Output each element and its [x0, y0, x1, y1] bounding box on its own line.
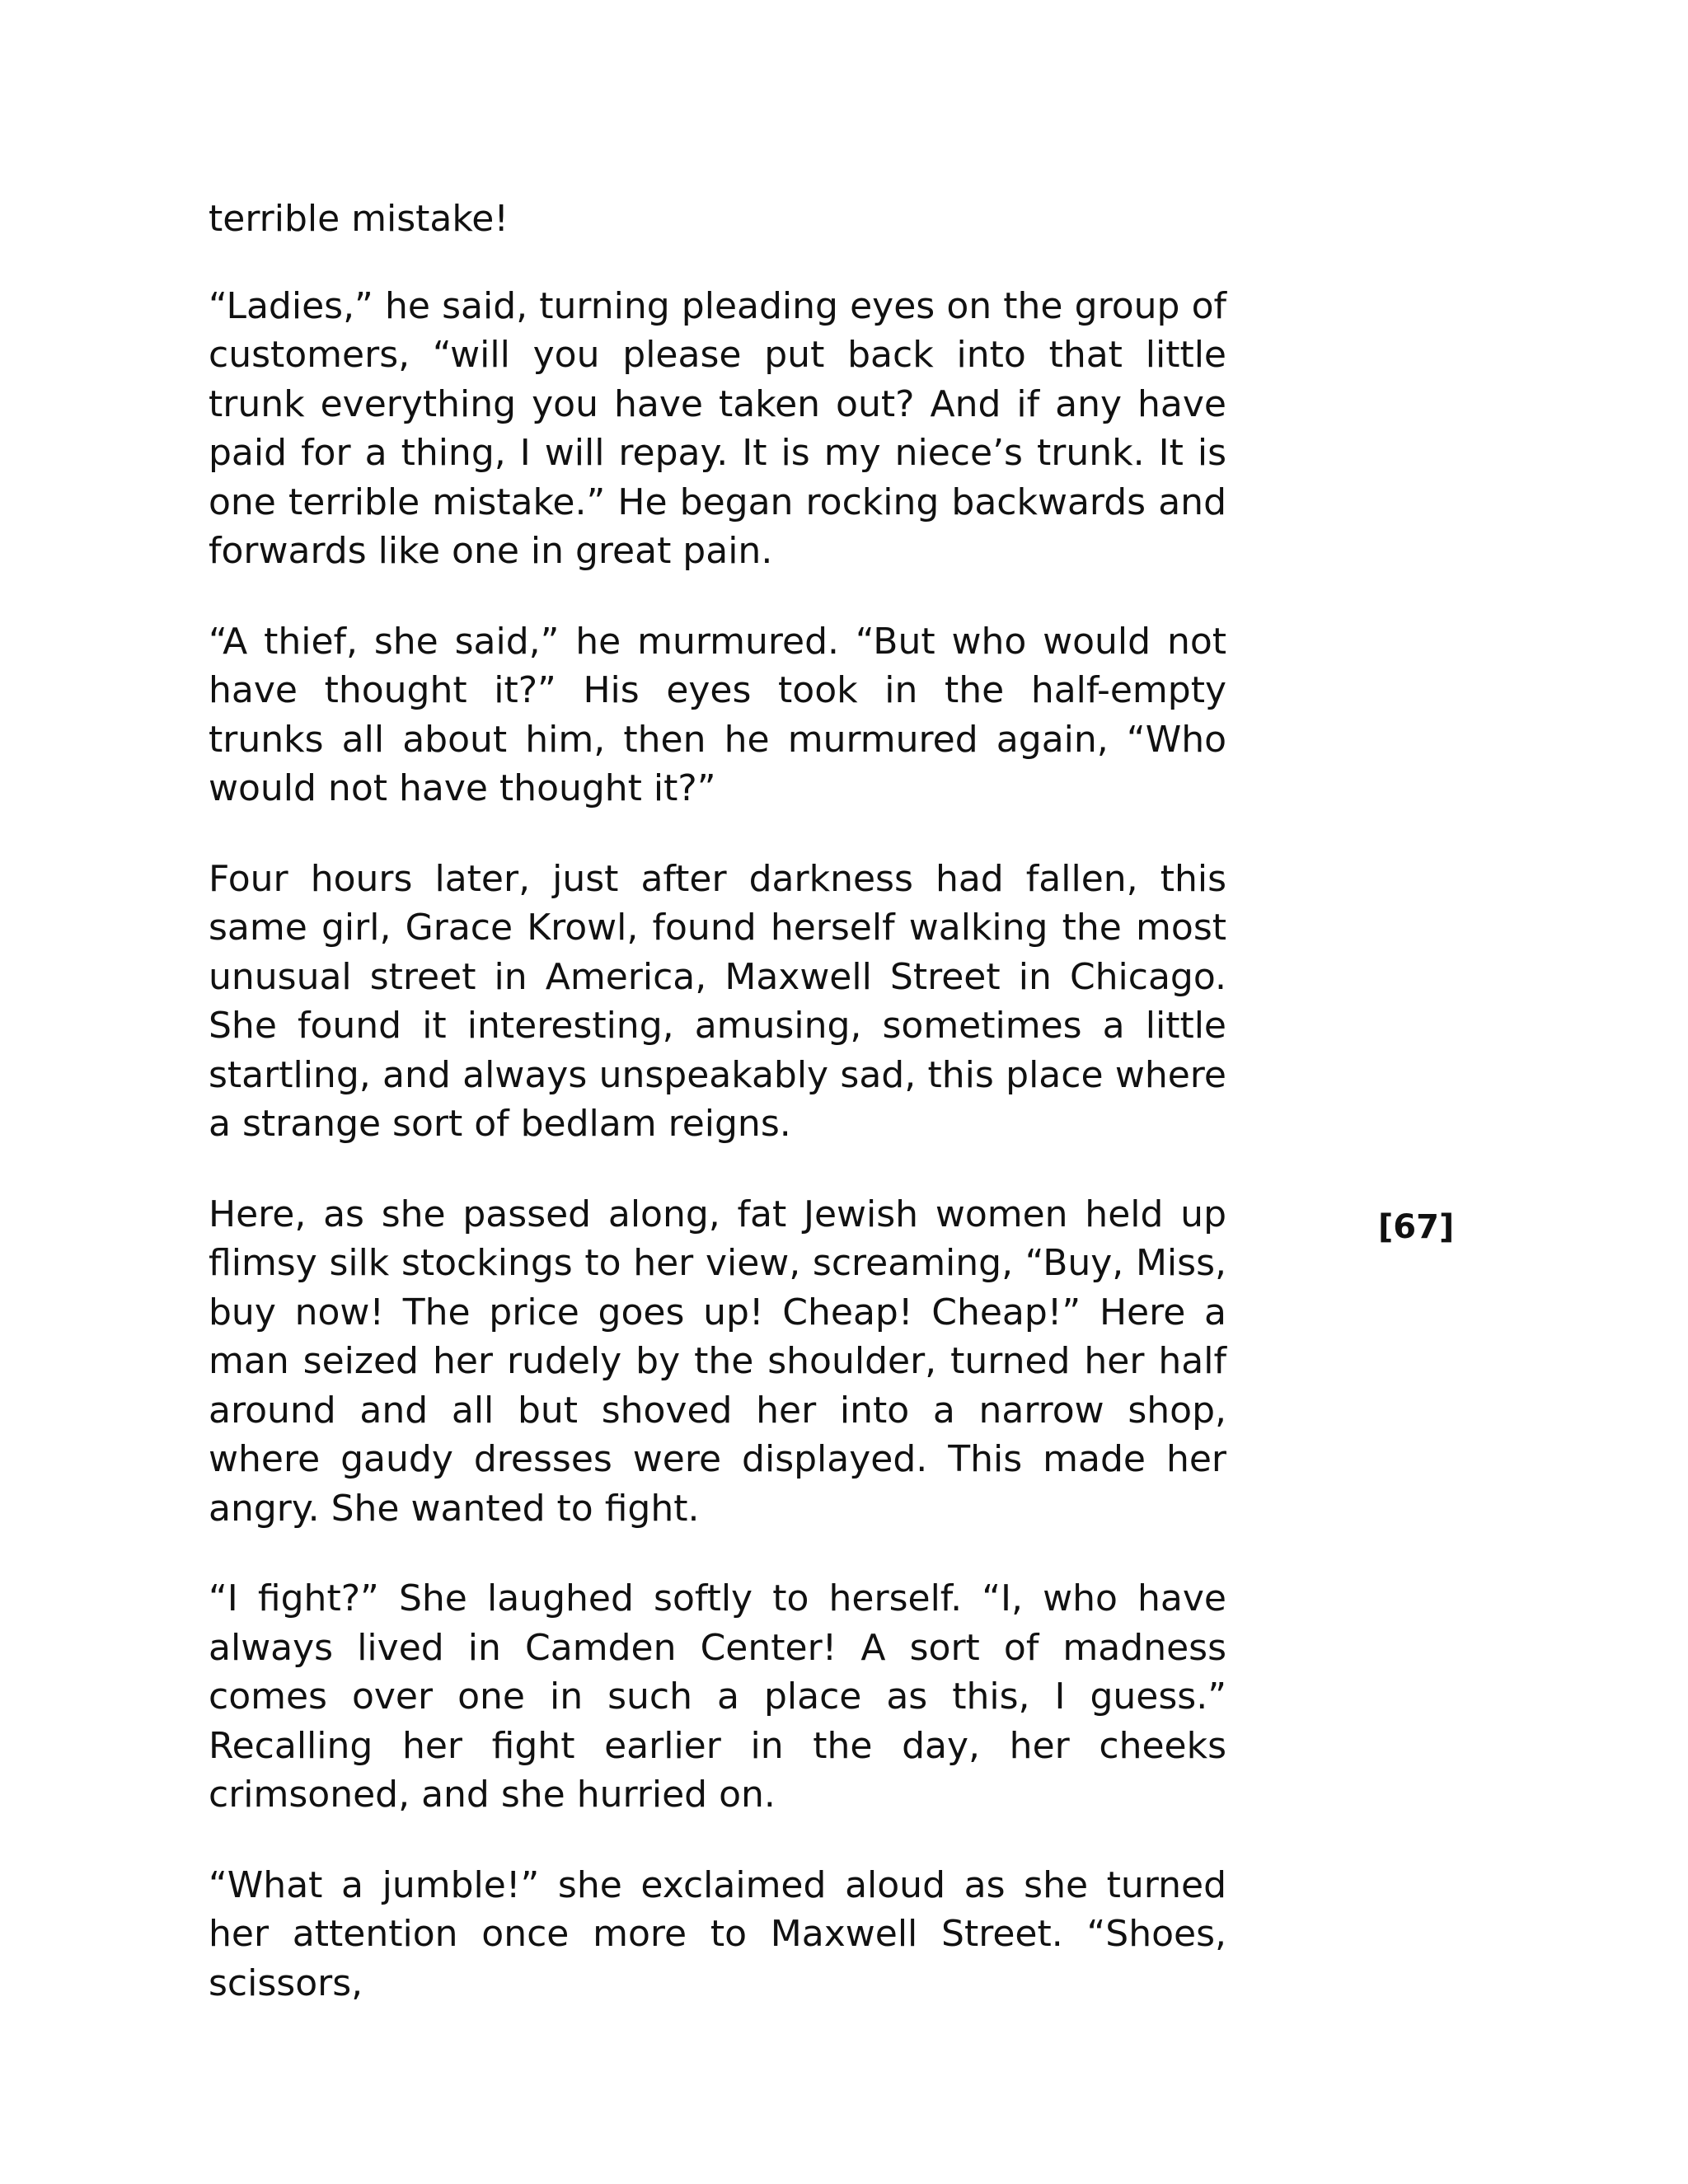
paragraph: “I fight?” She laughed softly to herself. “I, who have always lived in Camden Center! A sort of madness comes over one in such a place as this, I guess.” Recalling her fight earlier in the day, her cheeks crimsoned, and she hurried on. [209, 1577, 1226, 1816]
page-body [209, 194, 1226, 2049]
paragraph: “A thief, she said,” he murmured. “But who would not have thought it?” His eyes took in the half-empty trunks all about him, then he murmured again, “Who would not have thought it?” [209, 620, 1226, 809]
paragraph: Here, as she passed along, fat Jewish women held up flimsy silk stockings to her view, screaming, “Buy, Miss, buy now! The price goes up! Cheap! Cheap!” Here a man seized her rudely by the shoulder, turned her half around and all but shoved her into a narrow shop, where gaudy dresses were displayed. This made her angry. She wanted to fight. [209, 1193, 1226, 1530]
page-number: [67] [1378, 1208, 1455, 1246]
paragraph: terrible mistake! [209, 198, 509, 240]
paragraph: “What a jumble!” she exclaimed aloud as she turned her attention once more to Maxwell Street. “Shoes, scissors, [209, 1863, 1226, 2004]
paragraph: Four hours later, just after darkness had fallen, this same girl, Grace Krowl, found herself walking the most unusual street in America, Maxwell Street in Chicago. She found it interesting, amusing, sometimes a little startling, and always unspeakably sad, this place where a strange sort of bedlam reigns. [209, 857, 1226, 1145]
paragraph: “Ladies,” he said, turning pleading eyes on the group of customers, “will you please put back into that little trunk everything you have taken out? And if any have paid for a thing, I will repay. It is my niece’s trunk. It is one terrible mistake.” He began rocking backwards and forwards like one in great pain. [209, 284, 1226, 572]
